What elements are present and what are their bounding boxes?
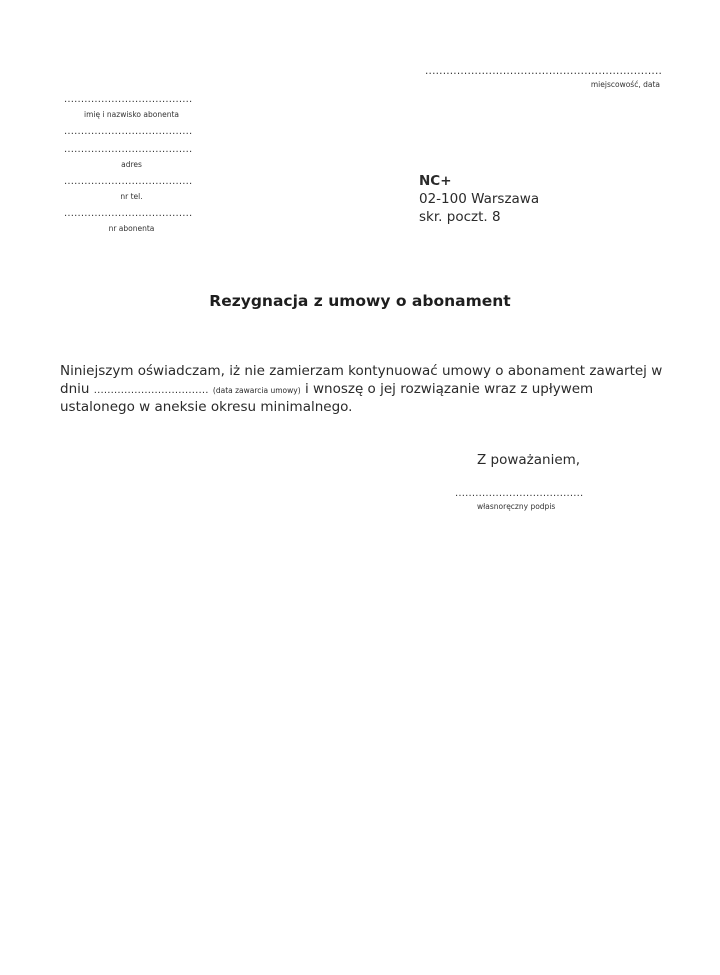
signature-dots: ...................................... [455,488,584,499]
contract-date-label: (data zawarcia umowy) [212,385,301,395]
place-date-field [425,65,663,90]
body-paragraph [60,363,680,417]
address-line1-field [64,127,204,145]
signature-field [455,489,595,512]
body-line-1: Niniejszym oświadczam, iż nie zamierzam kontynuować umowy o abonament zawartej w [60,363,663,379]
recipient-address-line1: 02-100 Warszawa [419,191,540,207]
subscriber-number-label: nr abonenta [108,224,155,233]
document-title: Rezygnacja z umowy o abonament [209,292,511,310]
address-line1-dots: ...................................... [64,126,193,137]
place-date-dots: ................................................................... [425,65,663,77]
subscriber-name-dots: ...................................... [64,94,193,105]
recipient-address-line2: skr. poczt. 8 [419,209,501,225]
subscriber-number-dots: ...................................... [64,208,193,219]
closing-salutation: Z poważaniem, [477,452,581,468]
body-line-2-prefix: dniu [60,380,90,397]
phone-label: nr tel. [120,192,143,201]
address-field [64,145,204,177]
recipient-address [419,172,539,226]
signature-label: własnoręczny podpis [477,502,556,511]
phone-dots: ...................................... [64,176,193,187]
body-line-2-suffix: i wnoszę o jej rozwiązanie wraz z upływem [304,380,594,397]
body-line-3: ustalonego w aneksie okresu minimalnego. [60,399,353,415]
body-line-2 [60,381,680,400]
contract-date-dots: .................................. [93,384,209,396]
recipient-name: NC+ [419,173,452,189]
phone-field [64,177,204,209]
place-date-label: miejscowość, data [590,80,660,89]
subscriber-number-field [64,209,204,241]
address-dots: ...................................... [64,144,193,155]
subscriber-name-field [64,95,204,127]
sender-fields [64,95,204,241]
subscriber-name-label: imię i nazwisko abonenta [83,110,179,119]
address-label: adres [121,160,142,169]
